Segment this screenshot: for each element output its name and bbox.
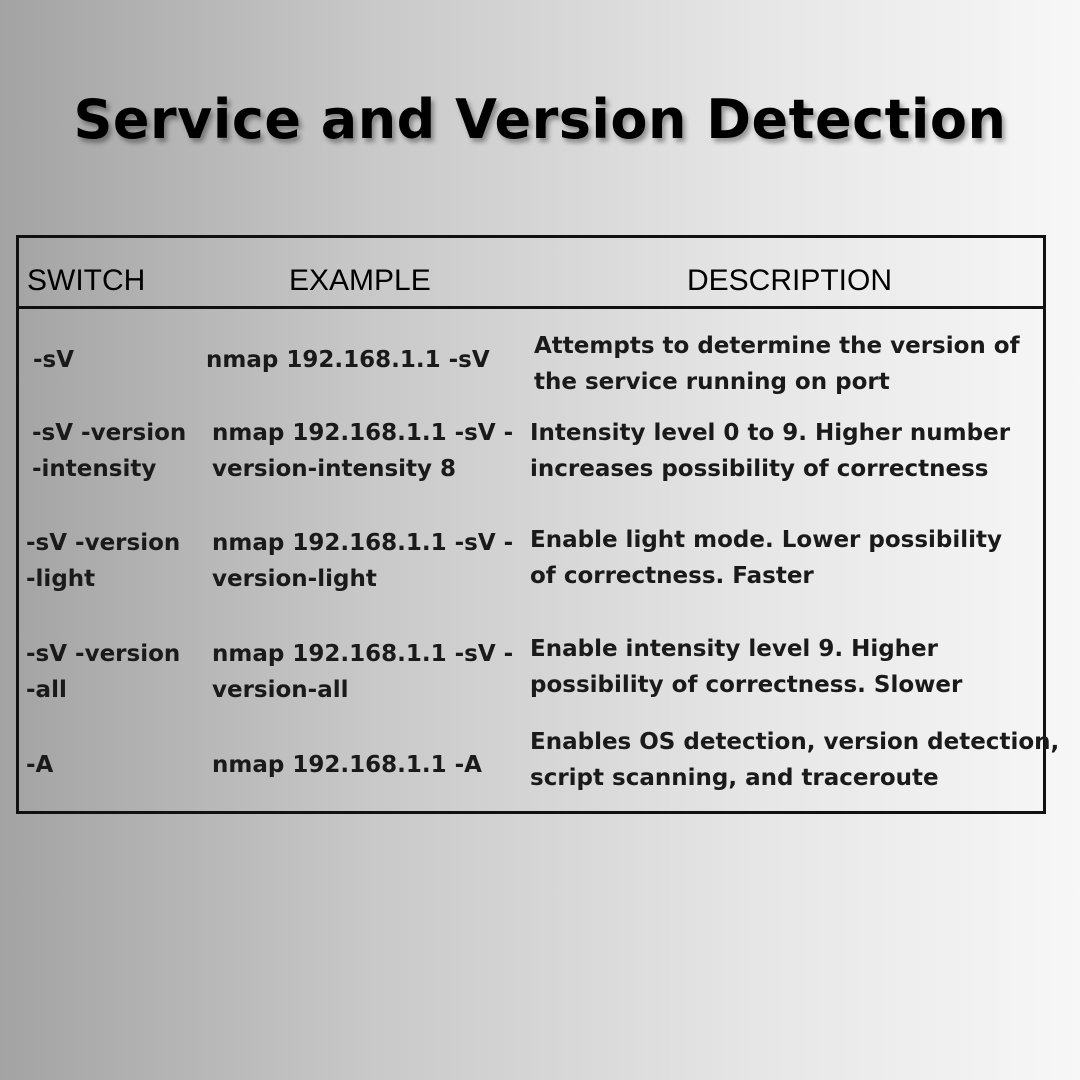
header-switch: SWITCH — [27, 264, 146, 297]
row-1-switch-line-1: -sV — [33, 347, 75, 373]
row-3-example — [212, 525, 513, 597]
row-4-example — [212, 636, 513, 708]
row-4-switch-line-2: -all — [26, 677, 67, 703]
row-3-example-line-1: nmap 192.168.1.1 -sV - — [212, 530, 514, 556]
row-2-description — [530, 415, 1010, 487]
row-1-description-line-1: Attempts to determine the version of — [534, 333, 1020, 359]
row-4-description-line-2: possibility of correctness. Slower — [530, 672, 963, 698]
row-3-switch-line-1: -sV -version — [26, 530, 181, 556]
row-3-switch — [26, 525, 180, 597]
row-5-example — [212, 747, 482, 783]
row-5-example-line-1: nmap 192.168.1.1 -A — [212, 752, 482, 778]
row-3-description-line-2: of correctness. Faster — [530, 563, 814, 589]
row-4-example-line-1: nmap 192.168.1.1 -sV - — [212, 641, 514, 667]
row-2-example-line-2: version-intensity 8 — [212, 456, 457, 482]
row-2-switch-line-1: -sV -version — [32, 420, 187, 446]
row-2-description-line-2: increases possibility of correctness — [530, 456, 989, 482]
row-4-example-line-2: version-all — [212, 677, 349, 703]
row-3-description-line-1: Enable light mode. Lower possibility — [530, 527, 1003, 553]
row-3-description — [530, 522, 1002, 594]
row-1-description — [534, 328, 1020, 400]
row-4-description-line-1: Enable intensity level 9. Higher — [530, 636, 938, 662]
row-1-example — [206, 342, 490, 378]
row-1-switch — [33, 342, 74, 378]
row-5-switch-line-1: -A — [26, 752, 54, 778]
nmap-switch-table — [16, 235, 1060, 814]
page-title: Service and Version Detection — [73, 88, 1007, 151]
row-2-example — [212, 415, 513, 487]
row-2-example-line-1: nmap 192.168.1.1 -sV - — [212, 420, 514, 446]
row-4-switch — [26, 636, 180, 708]
row-2-description-line-1: Intensity level 0 to 9. Higher number — [530, 420, 1011, 446]
row-5-description-line-1: Enables OS detection, version detection, — [530, 729, 1060, 755]
row-5-description — [530, 724, 1059, 796]
row-5-description-line-2: script scanning, and traceroute — [530, 765, 939, 791]
row-1-example-line-1: nmap 192.168.1.1 -sV — [206, 347, 490, 373]
row-3-example-line-2: version-light — [212, 566, 377, 592]
row-5-switch — [26, 747, 53, 783]
row-4-description — [530, 631, 962, 703]
row-4-switch-line-1: -sV -version — [26, 641, 181, 667]
header-description: DESCRIPTION — [687, 264, 893, 297]
table-header-row — [19, 238, 1043, 309]
row-2-switch — [32, 415, 186, 487]
row-1-description-line-2: the service running on port — [534, 369, 890, 395]
header-example: EXAMPLE — [289, 264, 431, 297]
row-2-switch-line-2: -intensity — [32, 456, 157, 482]
row-3-switch-line-2: -light — [26, 566, 96, 592]
